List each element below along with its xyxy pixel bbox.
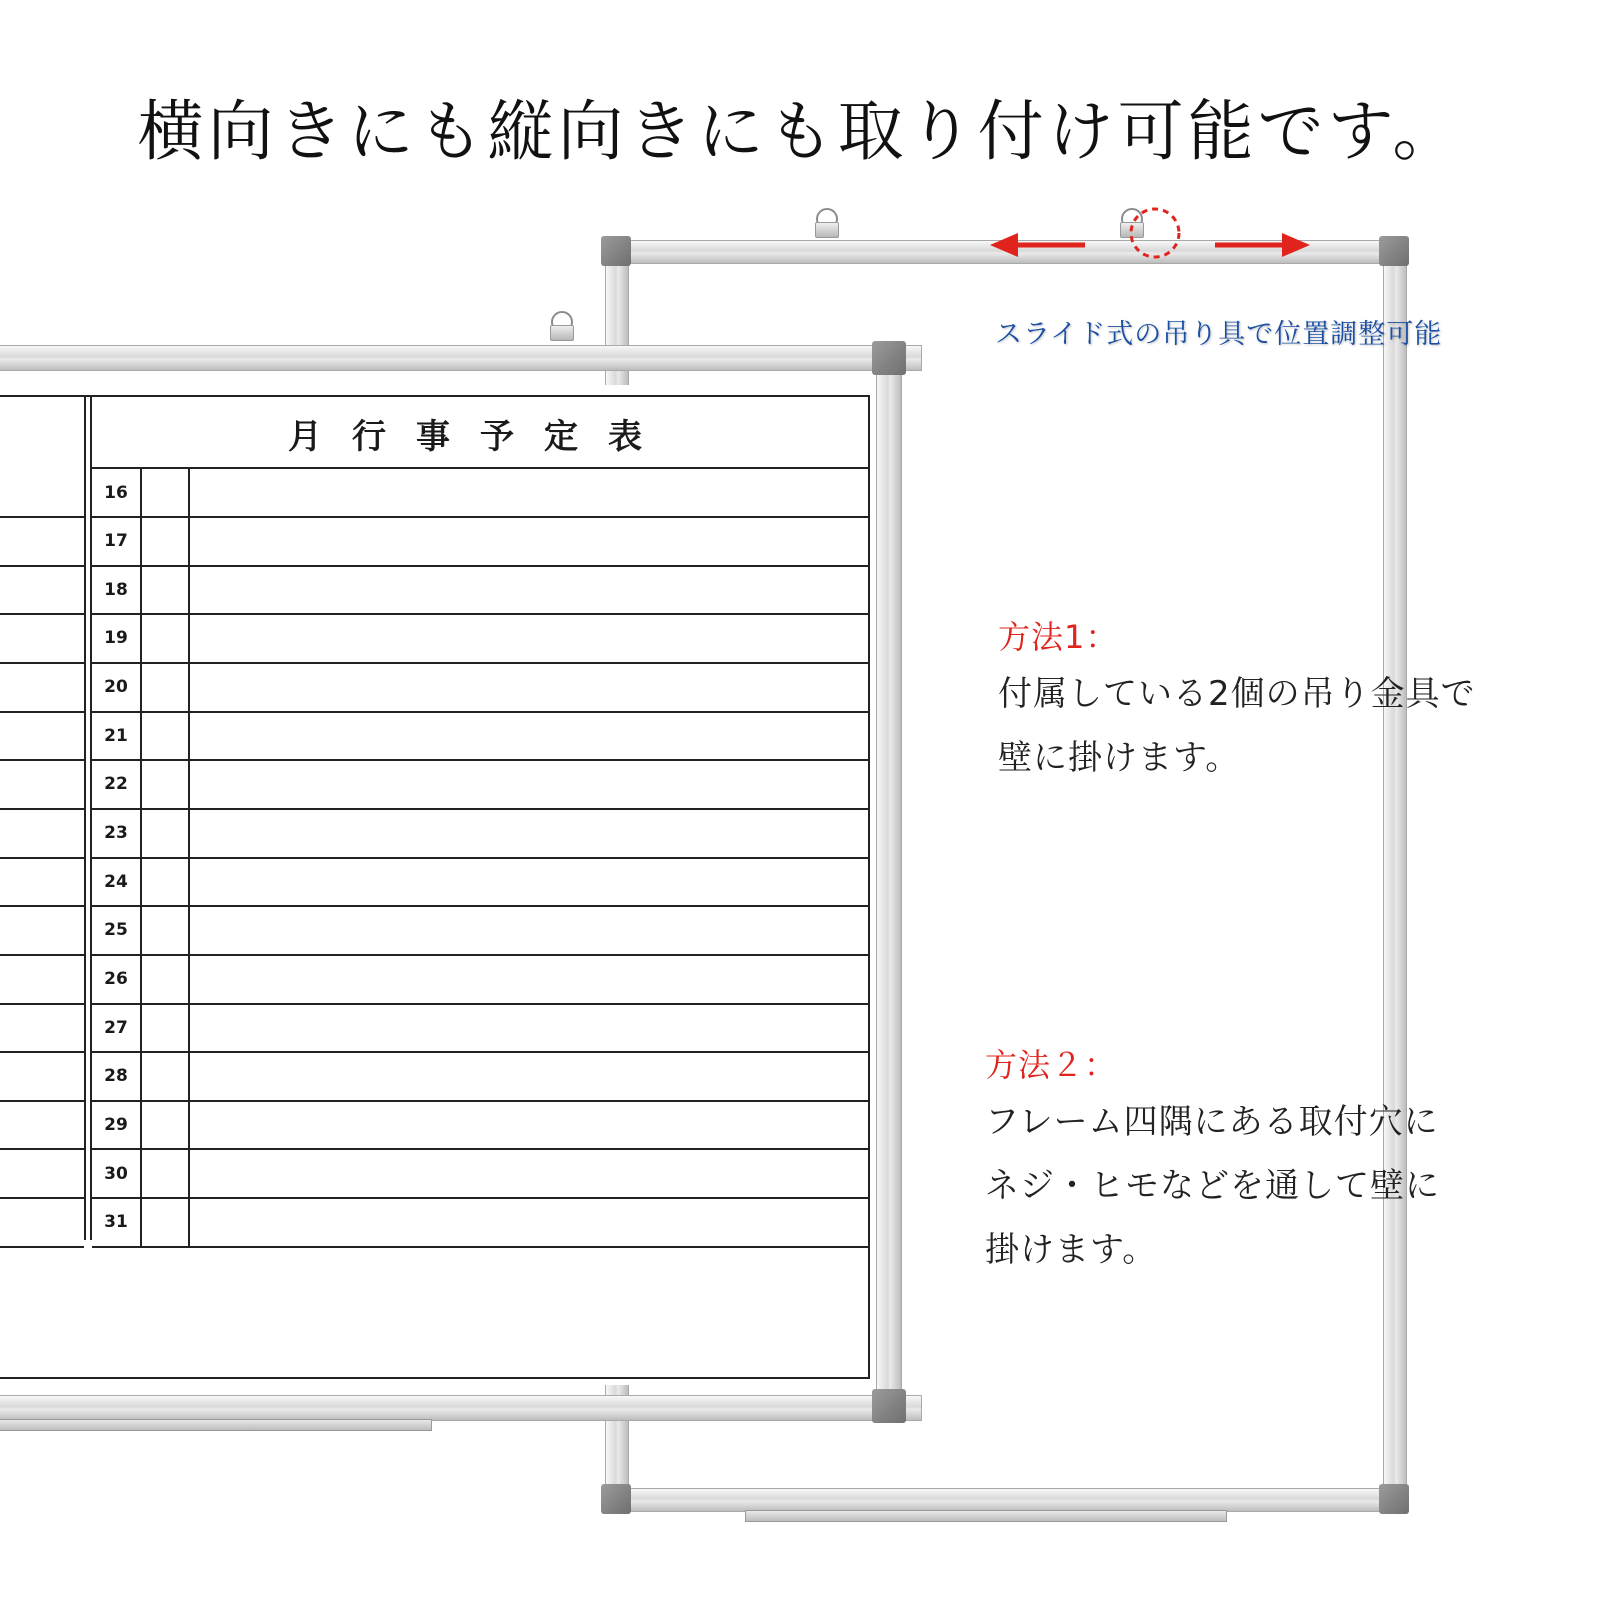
corner-cap	[601, 1484, 631, 1514]
schedule-row	[92, 858, 868, 907]
slide-hook-caption: スライド式の吊り具で位置調整可能	[995, 319, 1443, 350]
day-number: 26	[92, 956, 142, 1003]
arrowhead-left	[990, 233, 1018, 257]
right-rail	[876, 345, 902, 1421]
weekday-cell	[142, 810, 190, 857]
day-number: 17	[92, 518, 142, 565]
method-1-line: 壁に掛けます。	[998, 738, 1241, 778]
schedule-row	[92, 518, 868, 567]
method-1-text	[998, 662, 1476, 790]
weekday-cell	[142, 1199, 190, 1246]
day-number: 21	[92, 712, 142, 759]
arrowhead-right	[1282, 233, 1310, 257]
day-number: 25	[92, 907, 142, 954]
weekday-cell	[142, 761, 190, 808]
day-number: 28	[92, 1053, 142, 1100]
method-2-title: 方法２：	[985, 1046, 1118, 1084]
right-rail	[1383, 240, 1407, 1512]
corner-cap	[1379, 236, 1409, 266]
left-page-row	[0, 615, 84, 664]
left-page-row	[0, 469, 84, 518]
method-2-line: フレーム四隅にある取付穴に	[985, 1102, 1439, 1142]
left-page-row	[0, 664, 84, 713]
weekday-cell	[142, 469, 190, 516]
corner-cap	[1379, 1484, 1409, 1514]
day-number: 22	[92, 761, 142, 808]
schedule-row	[92, 956, 868, 1005]
schedule-row	[92, 1004, 868, 1053]
schedule-row	[92, 1053, 868, 1102]
day-number: 30	[92, 1150, 142, 1197]
marker-tray	[745, 1510, 1227, 1522]
center-divider	[84, 397, 86, 1240]
hook-highlight-circle	[1131, 209, 1179, 257]
weekday-cell	[142, 1150, 190, 1197]
weekday-cell	[142, 907, 190, 954]
weekday-cell	[142, 518, 190, 565]
left-page-row	[0, 761, 84, 810]
schedule-row	[92, 615, 868, 664]
hanging-hook	[550, 311, 572, 341]
left-page-row	[0, 1053, 84, 1102]
weekday-cell	[142, 1101, 190, 1148]
left-page-row	[0, 1150, 84, 1199]
weekday-cell	[142, 566, 190, 613]
landscape-whiteboard	[0, 345, 930, 1435]
schedule-row	[92, 907, 868, 956]
hanging-hook	[815, 208, 837, 238]
weekday-cell	[142, 664, 190, 711]
left-page-row	[0, 712, 84, 761]
day-number: 16	[92, 469, 142, 516]
corner-cap	[872, 1389, 906, 1423]
left-page-row	[0, 518, 84, 567]
left-page-row	[0, 956, 84, 1005]
method-1-line: 付属している2個の吊り金具で	[998, 674, 1476, 714]
method-1-title: 方法1：	[998, 618, 1119, 656]
bottom-rail	[0, 1395, 922, 1421]
schedule-row	[92, 566, 868, 615]
left-page-row	[0, 858, 84, 907]
weekday-cell	[142, 712, 190, 759]
corner-cap	[872, 341, 906, 375]
day-number: 18	[92, 566, 142, 613]
weekday-cell	[142, 615, 190, 662]
headline: 横向きにも縦向きにも取り付け可能です。	[137, 93, 1463, 170]
day-number: 27	[92, 1004, 142, 1051]
method-2-line: 掛けます。	[985, 1230, 1158, 1270]
day-number: 31	[92, 1199, 142, 1246]
schedule-row	[92, 664, 868, 713]
day-number: 24	[92, 858, 142, 905]
weekday-cell	[142, 1004, 190, 1051]
board-surface	[0, 385, 870, 1385]
top-rail	[0, 345, 922, 371]
schedule-row	[92, 1101, 868, 1150]
weekday-cell	[142, 1053, 190, 1100]
schedule-title: 月行事予定表	[288, 417, 672, 457]
method-2-line: ネジ・ヒモなどを通して壁に	[985, 1166, 1440, 1206]
method-2-text	[985, 1090, 1440, 1282]
left-page-row	[0, 1199, 84, 1248]
bottom-rail	[605, 1488, 1407, 1512]
left-page-row	[0, 1004, 84, 1053]
schedule-row	[92, 1199, 868, 1248]
schedule-row	[92, 761, 868, 810]
schedule-row	[92, 469, 868, 518]
schedule-row	[92, 712, 868, 761]
schedule-row	[92, 810, 868, 859]
schedule-header	[92, 397, 868, 469]
day-number: 23	[92, 810, 142, 857]
slide-arrows-icon	[990, 205, 1320, 275]
schedule-row	[92, 1150, 868, 1199]
day-number: 29	[92, 1101, 142, 1148]
marker-tray	[0, 1419, 432, 1431]
weekday-cell	[142, 956, 190, 1003]
left-page-row	[0, 566, 84, 615]
weekday-cell	[142, 858, 190, 905]
left-page-row	[0, 907, 84, 956]
day-number: 20	[92, 664, 142, 711]
corner-cap	[601, 236, 631, 266]
schedule-sheet	[0, 395, 870, 1379]
left-page-row	[0, 1101, 84, 1150]
left-page-row	[0, 810, 84, 859]
day-number: 19	[92, 615, 142, 662]
